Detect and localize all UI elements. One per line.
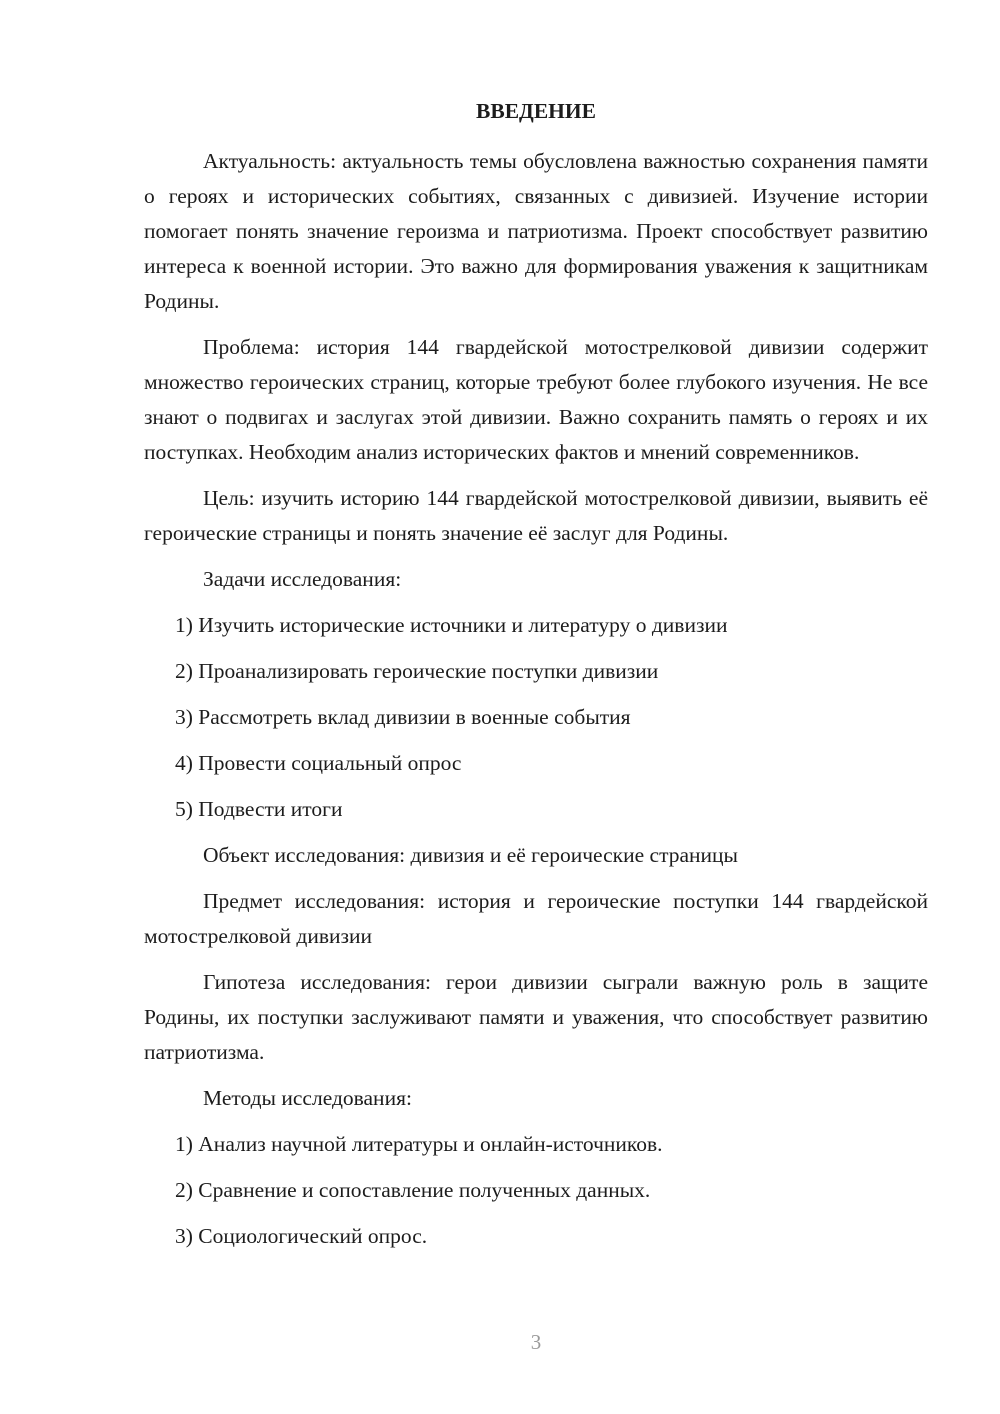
hypothesis-paragraph: Гипотеза исследования: герои дивизии сыграли важную роль в защите Родины, их поступки заслуживают памяти и уважения, что способствует развитию патриотизма. (144, 970, 928, 1064)
task-item: 1) Изучить исторические источники и литературу о дивизии (175, 613, 728, 637)
task-item: 2) Проанализировать героические поступки дивизии (175, 659, 659, 683)
problem-paragraph: Проблема: история 144 гвардейской мотострелковой дивизии содержит множество героических страниц, которые требуют более глубокого изучения. Не все знают о подвигах и заслугах этой дивизии. Важно сохранить память о героях и их поступках. Необходим анализ исторических фактов и мнений современников. (144, 335, 928, 464)
method-item: 1) Анализ научной литературы и онлайн-источников. (175, 1132, 663, 1156)
relevance-paragraph: Актуальность: актуальность темы обусловлена важностью сохранения памяти о героях и исторических событиях, связанных с дивизией. Изучение истории помогает понять значение героизма и патриотизма. Проект способствует развитию интереса к военной истории. Это важно для формирования уважения к защитникам Родины. (144, 149, 928, 313)
task-item: 4) Провести социальный опрос (175, 751, 462, 775)
task-item: 3) Рассмотреть вклад дивизии в военные события (175, 705, 631, 729)
page-number: 3 (530, 1330, 542, 1354)
object-paragraph: Объект исследования: дивизия и её героические страницы (203, 843, 739, 867)
method-item: 3) Социологический опрос. (175, 1224, 428, 1248)
document-page (144, 95, 928, 1265)
goal-paragraph: Цель: изучить историю 144 гвардейской мотострелковой дивизии, выявить её героические страницы и понять значение её заслуг для Родины. (144, 486, 928, 545)
task-item: 5) Подвести итоги (175, 797, 343, 821)
subject-paragraph: Предмет исследования: история и героические поступки 144 гвардейской мотострелковой дивизии (144, 889, 928, 948)
method-item: 2) Сравнение и сопоставление полученных данных. (175, 1178, 651, 1202)
section-title: ВВЕДЕНИЕ (476, 99, 596, 123)
tasks-heading: Задачи исследования: (203, 567, 402, 591)
methods-heading: Методы исследования: (203, 1086, 412, 1110)
